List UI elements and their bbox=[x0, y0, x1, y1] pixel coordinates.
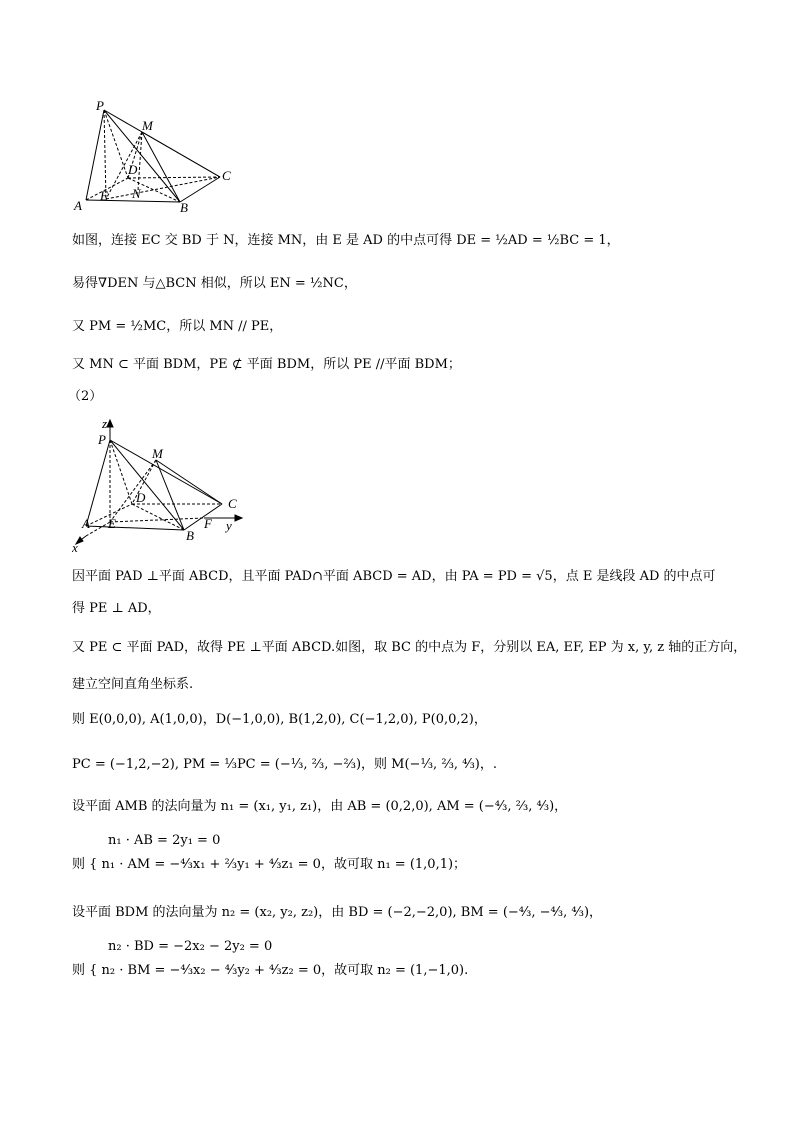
label-z: z bbox=[102, 418, 108, 431]
text-line-15: n₂ · BD = −2x₂ − 2y₂ = 0 bbox=[108, 939, 273, 954]
label-D: D bbox=[136, 490, 146, 505]
label-M: M bbox=[152, 446, 163, 461]
label-C: C bbox=[222, 168, 231, 183]
label-A: A bbox=[74, 198, 82, 213]
label-M: M bbox=[142, 118, 153, 133]
label-D: D bbox=[128, 162, 138, 177]
pyramid-figure-1 bbox=[72, 98, 252, 216]
text-line-2: 易得∇DEN 与△BCN 相似，所以 EN = ½NC， bbox=[72, 276, 357, 291]
text-line-3: 又 PM = ½MC，所以 MN // PE， bbox=[72, 319, 283, 334]
text-line-7: 又 PE ⊂ 平面 PAD，故得 PE ⊥平面 ABCD.如图，取 BC 的中点为 F，分别以 EA, EF, EP 为 x, y, z 轴的正方向， bbox=[72, 640, 747, 655]
text-line-5: 因平面 PAD ⊥平面 ABCD，且平面 PAD∩平面 ABCD = AD，由 PA = PD = √5，点 E 是线段 AD 的中点可 bbox=[72, 569, 716, 584]
label-y: y bbox=[226, 518, 232, 533]
text-line-10: PC = (−1,2,−2), PM = ⅓PC = (−⅓, ⅔, −⅔)，则 M(−⅓, ⅔, ⁴⁄₃)，. bbox=[72, 757, 497, 772]
text-line-6: 得 PE ⊥ AD， bbox=[72, 601, 161, 616]
label-x: x bbox=[72, 540, 78, 555]
text-line-16: 则 { n₂ · BM = −⁴⁄₃x₂ − ⁴⁄₃y₂ + ⁴⁄₃z₂ = 0，故可取 n₂ = (1,−1,0). bbox=[72, 963, 469, 978]
label-B: B bbox=[180, 200, 188, 215]
text-line-4: 又 MN ⊂ 平面 BDM，PE ⊄ 平面 BDM，所以 PE //平面 BDM； bbox=[72, 357, 461, 372]
text-line-12: n₁ · AB = 2y₁ = 0 bbox=[108, 833, 221, 848]
text-line-1: 如图，连接 EC 交 BD 于 N，连接 MN，由 E 是 AD 的中点可得 DE = ½AD = ½BC = 1， bbox=[72, 233, 620, 248]
label-F: F bbox=[204, 516, 212, 531]
label-A: A bbox=[82, 516, 90, 531]
label-P: P bbox=[98, 432, 106, 447]
part-label: （2） bbox=[68, 389, 103, 404]
label-E: E bbox=[108, 516, 116, 531]
text-line-13: 则 { n₁ · AM = −⁴⁄₃x₁ + ⅔y₁ + ⁴⁄₃z₁ = 0，故可取 n₁ = (1,0,1)； bbox=[72, 857, 467, 872]
label-N: N bbox=[132, 186, 141, 201]
label-E: E bbox=[100, 188, 108, 203]
text-line-14: 设平面 BDM 的法向量为 n₂ = (x₂, y₂, z₂)，由 BD = (−2,−2,0), BM = (−⁴⁄₃, −⁴⁄₃, ⁴⁄₃)， bbox=[72, 905, 603, 920]
label-B: B bbox=[186, 528, 194, 543]
label-P: P bbox=[96, 98, 104, 113]
text-line-8: 建立空间直角坐标系. bbox=[72, 677, 194, 692]
text-line-11: 设平面 AMB 的法向量为 n₁ = (x₁, y₁, z₁)，由 AB = (0,2,0), AM = (−⁴⁄₃, ⅔, ⁴⁄₃)， bbox=[72, 799, 568, 814]
label-C: C bbox=[228, 496, 237, 511]
text-line-9: 则 E(0,0,0), A(1,0,0)，D(−1,0,0), B(1,2,0), C(−1,2,0), P(0,0,2)， bbox=[72, 712, 487, 727]
pyramid-figure-2 bbox=[72, 418, 252, 556]
